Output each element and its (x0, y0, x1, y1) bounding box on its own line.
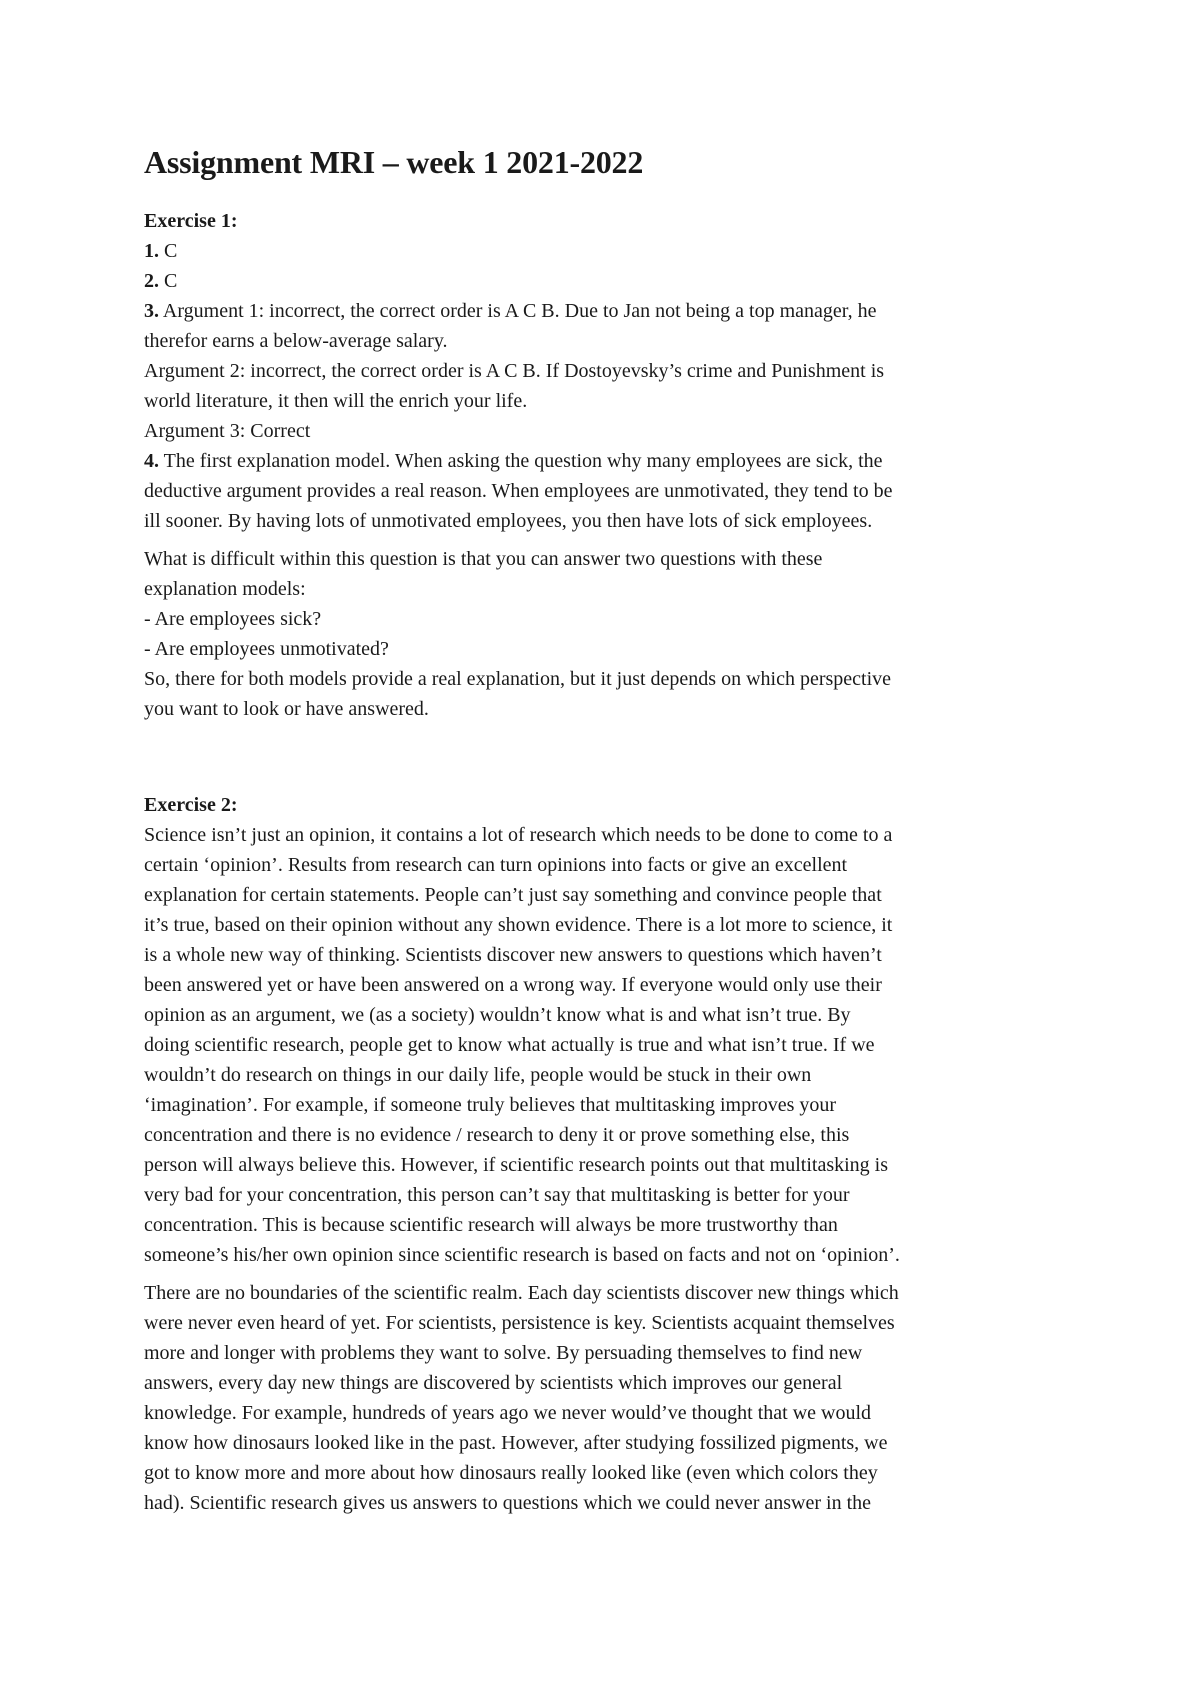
text-line: knowledge. For example, hundreds of years ago we never would’ve thought that we would (144, 1402, 872, 1424)
exercise-1-answer-4: 4. The first explanation model. When asking the question why many employees are sick, the (144, 450, 883, 472)
text-line: world literature, it then will the enrich your life. (144, 390, 528, 412)
text-line: - Are employees sick? (144, 608, 322, 630)
text-line: very bad for your concentration, this person can’t say that multitasking is better for your (144, 1184, 850, 1206)
exercise-1-answer-3: 3. Argument 1: incorrect, the correct order is A C B. Due to Jan not being a top manager, he (144, 300, 877, 322)
text-line: concentration and there is no evidence / research to deny it or prove something else, this (144, 1124, 850, 1146)
text-line: know how dinosaurs looked like in the past. However, after studying fossilized pigments, we (144, 1432, 888, 1454)
exercise-1-heading: Exercise 1: (144, 210, 238, 232)
text-line: So, there for both models provide a real explanation, but it just depends on which perspective (144, 668, 892, 690)
exercise-2-heading: Exercise 2: (144, 794, 238, 816)
text-line: What is difficult within this question is that you can answer two questions with these (144, 548, 823, 570)
text-line: more and longer with problems they want to solve. By persuading themselves to find new (144, 1342, 863, 1364)
text-line: doing scientific research, people get to know what actually is true and what isn’t true. If we (144, 1034, 875, 1056)
document-title: Assignment MRI – week 1 2021-2022 (144, 144, 644, 180)
text-line: answers, every day new things are discovered by scientists which improves our general (144, 1372, 843, 1394)
text-line: deductive argument provides a real reason. When employees are unmotivated, they tend to be (144, 480, 893, 502)
text-line: ill sooner. By having lots of unmotivated employees, you then have lots of sick employees. (144, 510, 873, 532)
text-line: therefor earns a below-average salary. (144, 330, 448, 352)
text-line: someone’s his/her own opinion since scientific research is based on facts and not on ‘opinion’. (144, 1244, 900, 1266)
exercise-1-answer-1: 1. C (144, 240, 178, 262)
text-line: person will always believe this. However, if scientific research points out that multitasking is (144, 1154, 889, 1176)
text-line: it’s true, based on their opinion without any shown evidence. There is a lot more to science, it (144, 914, 893, 936)
text-line: concentration. This is because scientific research will always be more trustworthy than (144, 1214, 838, 1236)
text-line: certain ‘opinion’. Results from research can turn opinions into facts or give an excellent (144, 854, 848, 876)
text-line: Science isn’t just an opinion, it contains a lot of research which needs to be done to come to a (144, 824, 893, 846)
text-line: is a whole new way of thinking. Scientists discover new answers to questions which haven’t (144, 944, 882, 966)
text-line: got to know more and more about how dinosaurs really looked like (even which colors they (144, 1462, 878, 1484)
text-line: you want to look or have answered. (144, 698, 429, 720)
text-line: Argument 3: Correct (144, 420, 311, 442)
text-line: There are no boundaries of the scientific realm. Each day scientists discover new things which (144, 1282, 899, 1304)
text-line: explanation for certain statements. People can’t just say something and convince people that (144, 884, 882, 906)
text-line: explanation models: (144, 578, 306, 600)
text-line: wouldn’t do research on things in our daily life, people would be stuck in their own (144, 1064, 812, 1086)
text-line: ‘imagination’. For example, if someone truly believes that multitasking improves your (144, 1094, 837, 1116)
text-line: - Are employees unmotivated? (144, 638, 389, 660)
text-line: opinion as an argument, we (as a society) wouldn’t know what is and what isn’t true. By (144, 1004, 851, 1026)
exercise-1-answer-2: 2. C (144, 270, 178, 292)
text-line: been answered yet or have been answered on a wrong way. If everyone would only use their (144, 974, 882, 996)
text-line: Argument 2: incorrect, the correct order is A C B. If Dostoyevsky’s crime and Punishment is (144, 360, 885, 382)
text-line: were never even heard of yet. For scientists, persistence is key. Scientists acquaint themselves (144, 1312, 895, 1334)
document-body (144, 206, 1064, 1518)
text-line: had). Scientific research gives us answers to questions which we could never answer in the (144, 1492, 872, 1514)
